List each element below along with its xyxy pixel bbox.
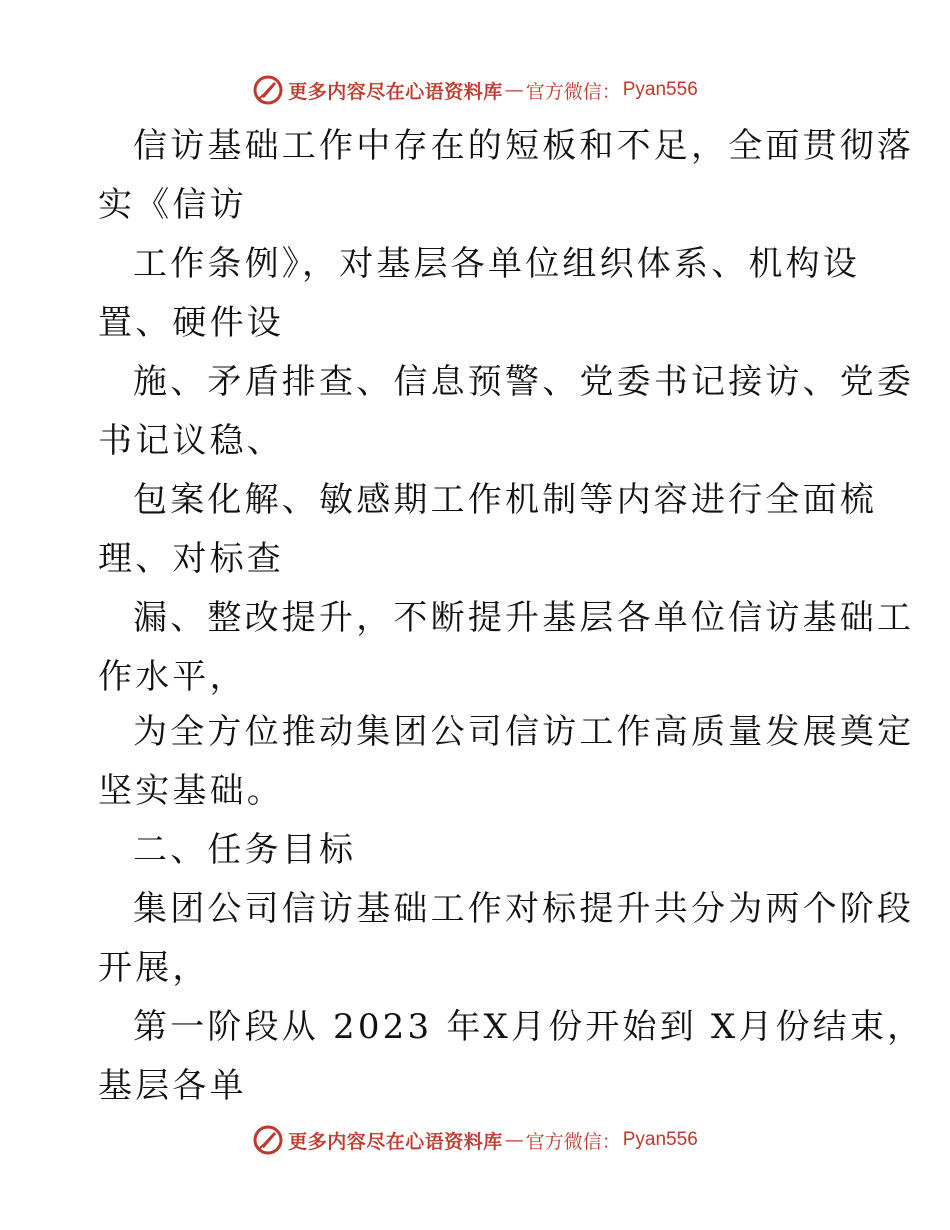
quill-logo-icon bbox=[252, 1124, 284, 1156]
paragraph-3-line-1: 施、矛盾排查、信息预警、党委书记接访、党委 bbox=[133, 362, 915, 402]
watermark-main-text: 更多内容尽在心语资料库 bbox=[288, 80, 503, 103]
paragraph-4-line-1: 包案化解、敏感期工作机制等内容进行全面梳 bbox=[133, 480, 877, 520]
watermark-wechat-id: Pyan556 bbox=[622, 79, 698, 100]
paragraph-4-line-2: 理、对标查 bbox=[98, 539, 284, 579]
watermark-separator: — bbox=[504, 1129, 524, 1151]
paragraph-2-line-1: 工作条例》，对基层各单位组织体系、机构设 bbox=[133, 244, 860, 284]
watermark-wechat-id: Pyan556 bbox=[622, 1129, 698, 1150]
paragraph-5-line-1: 漏、整改提升，不断提升基层各单位信访基础工 bbox=[133, 598, 915, 638]
task-paragraph-1-line-1: 集团公司信访基础工作对标提升共分为两个阶段 bbox=[133, 889, 915, 929]
watermark-sub-text: 官方微信： bbox=[525, 1130, 621, 1153]
paragraph-1-line-2: 实《信访 bbox=[98, 185, 247, 225]
header-watermark bbox=[0, 70, 950, 110]
quill-logo-icon bbox=[252, 74, 284, 106]
section-heading: 二、任务目标 bbox=[133, 830, 357, 870]
paragraph-3-line-2: 书记议稳、 bbox=[98, 421, 284, 461]
paragraph-6-line-2: 坚实基础。 bbox=[98, 771, 284, 811]
paragraph-1-line-1: 信访基础工作中存在的短板和不足，全面贯彻落 bbox=[133, 126, 915, 166]
watermark-main-text: 更多内容尽在心语资料库 bbox=[288, 1130, 503, 1153]
task-paragraph-2-line-2: 基层各单 bbox=[98, 1066, 247, 1106]
paragraph-2-line-2: 置、硬件设 bbox=[98, 303, 284, 343]
footer-watermark bbox=[0, 1120, 950, 1160]
task-paragraph-2-line-1: 第一阶段从 2023 年X月份开始到 X月份结束， bbox=[133, 1007, 925, 1047]
paragraph-5-line-2: 作水平， bbox=[98, 657, 247, 697]
watermark-sub-text: 官方微信： bbox=[525, 80, 621, 103]
watermark-separator: — bbox=[504, 79, 524, 101]
paragraph-6-line-1: 为全方位推动集团公司信访工作高质量发展奠定 bbox=[133, 712, 915, 752]
task-paragraph-1-line-2: 开展， bbox=[98, 948, 210, 988]
